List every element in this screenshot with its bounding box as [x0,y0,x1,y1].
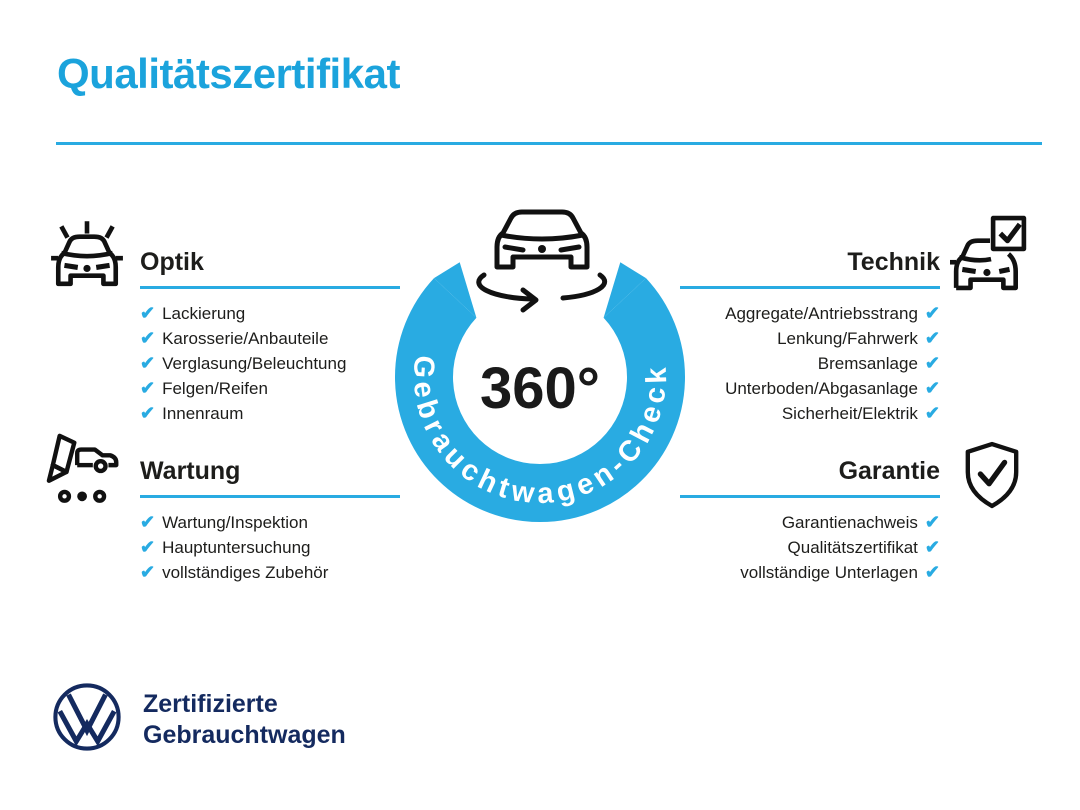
car-checkbox-icon [950,214,1028,292]
checkmark-icon: ✔ [924,352,940,373]
section-garantie-heading: Garantie [838,457,940,485]
checklist-item-label: Wartung/Inspektion [162,512,308,532]
checklist-item-label: Aggregate/Antriebsstrang [725,303,918,323]
checklist-item-label: Garantienachweis [781,512,918,532]
section-technik [680,247,940,426]
checkmark-icon: ✔ [924,302,940,323]
brand-claim [143,689,346,751]
checklist-item [680,326,940,351]
checklist-item-label: Lenkung/Fahrwerk [777,328,918,348]
checklist-item-label: vollständiges Zubehör [162,562,329,582]
section-optik-heading: Optik [140,248,204,276]
garantie-checklist [680,510,940,585]
vw-logo [52,682,122,752]
checklist-item-label: Innenraum [162,403,244,423]
rotating-car-icon [479,212,605,310]
checklist-item-label: Lackierung [162,303,246,323]
360-degree-badge [385,205,695,535]
checklist-item-label: Hauptuntersuchung [162,537,311,557]
checklist-item-label: Felgen/Reifen [162,378,268,398]
checklist-item [680,351,940,376]
checklist-item-label: vollständige Unterlagen [740,562,918,582]
checklist-item [680,510,940,535]
section-wartung-underline [140,495,400,498]
section-technik-underline [680,286,940,289]
checklist-item [140,326,400,351]
checkmark-icon: ✔ [140,302,156,323]
checkmark-icon: ✔ [924,536,940,557]
checkmark-icon: ✔ [924,377,940,398]
service-checklist-icon [46,430,126,510]
badge-degree-label: 360° [480,356,600,421]
checklist-item [140,401,400,426]
checklist-item [140,376,400,401]
checkmark-icon: ✔ [924,327,940,348]
checklist-item [680,560,940,585]
checkmark-icon: ✔ [924,561,940,582]
section-garantie [680,456,940,585]
section-garantie-underline [680,495,940,498]
checklist-item [140,560,400,585]
checklist-item-label: Unterboden/Abgasanlage [725,378,918,398]
checkmark-icon: ✔ [140,377,156,398]
checklist-item [140,535,400,560]
badge-ring-label: Gebrauchtwagen-Check [406,354,674,511]
section-optik [140,247,400,426]
checkmark-icon: ✔ [140,352,156,373]
technik-checklist [680,301,940,426]
checkmark-icon: ✔ [140,536,156,557]
checklist-item-label: Bremsanlage [817,353,918,373]
section-wartung [140,456,400,585]
checkmark-icon: ✔ [140,402,156,423]
checklist-item-label: Sicherheit/Elektrik [781,403,918,423]
checklist-item [140,301,400,326]
title-divider [56,142,1042,145]
checklist-item [140,510,400,535]
section-wartung-heading: Wartung [140,457,241,485]
optik-checklist [140,301,400,426]
checkmark-icon: ✔ [140,561,156,582]
checklist-item [680,535,940,560]
checklist-item [140,351,400,376]
checklist-item-label: Qualitätszertifikat [787,537,918,557]
checkmark-icon: ✔ [140,511,156,532]
checkmark-icon: ✔ [140,327,156,348]
checklist-item [680,376,940,401]
checkmark-icon: ✔ [924,402,940,423]
checklist-item [680,301,940,326]
brand-claim-line1: Zertifizierte [143,690,278,718]
checklist-item-label: Verglasung/Beleuchtung [162,353,347,373]
car-shine-icon [48,212,126,290]
page-title: Qualitätszertifikat [57,50,400,97]
section-optik-underline [140,286,400,289]
shield-check-icon [962,440,1022,512]
checklist-item-label: Karosserie/Anbauteile [162,328,329,348]
wartung-checklist [140,510,400,585]
section-technik-heading: Technik [847,248,940,276]
brand-claim-line2: Gebrauchtwagen [143,721,346,749]
checkmark-icon: ✔ [924,511,940,532]
checklist-item [680,401,940,426]
